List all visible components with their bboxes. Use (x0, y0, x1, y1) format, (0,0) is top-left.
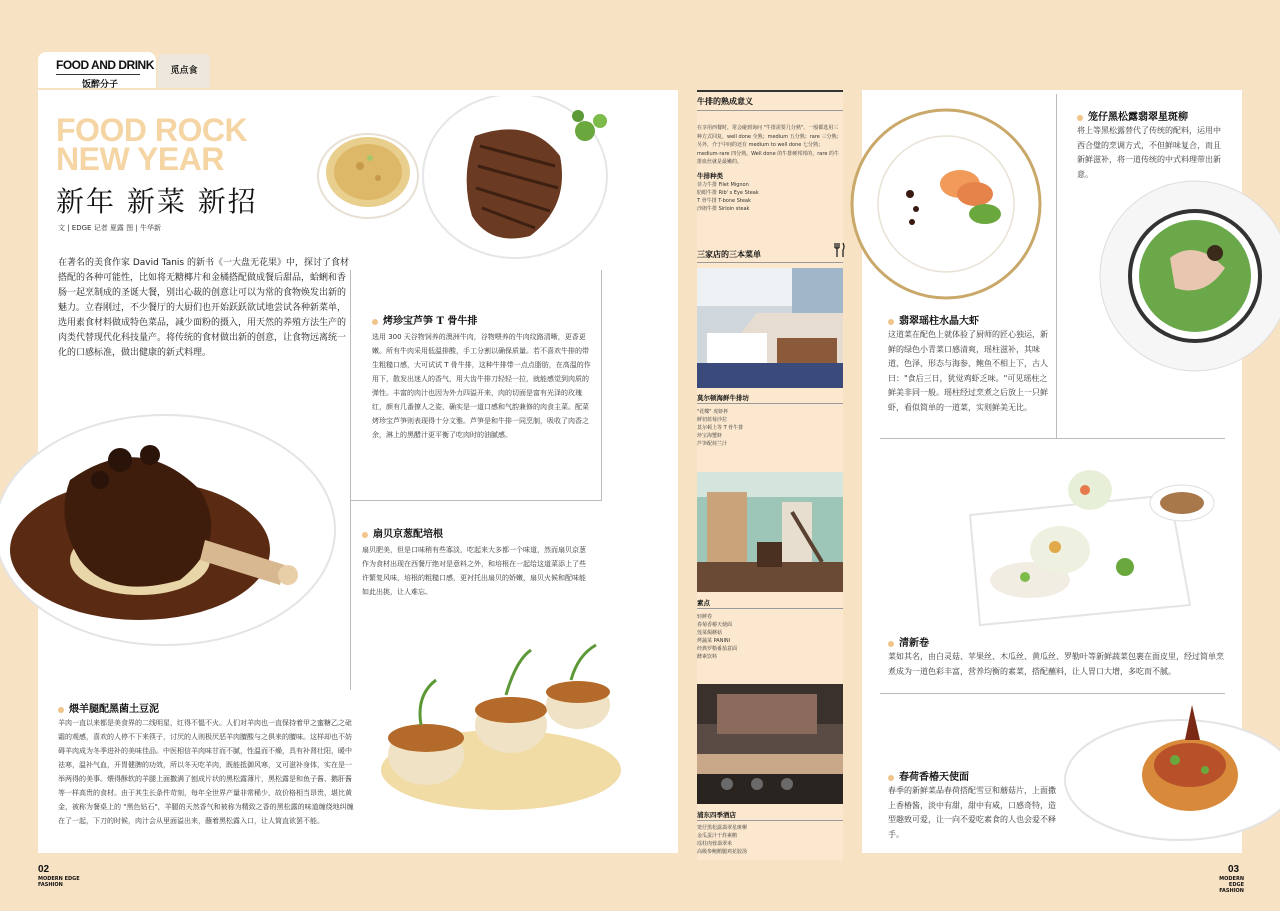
restaurant-name: 浦东四季酒店 (697, 811, 736, 819)
dish-title-fish: 笼仔黑松露翡翠星斑柳 (1077, 108, 1188, 123)
row-divider (350, 500, 602, 501)
list-item: 笼仔黑松露翡翠星斑柳 (697, 825, 748, 831)
sidebar-title: 牛排的熟成意义 (697, 97, 753, 106)
column-divider (1056, 94, 1057, 439)
angel-hair-photo (1060, 695, 1280, 845)
restaurant-photo (697, 472, 843, 592)
scallop-photo (356, 640, 646, 830)
list-item: 菲力牛排 Filet Mignon (697, 182, 749, 188)
cutlery-icon (832, 242, 846, 258)
brand-divider (56, 74, 140, 75)
list-item: 肋眼牛排 Rib' s Eye Steak (697, 190, 759, 196)
restaurant-photo (697, 684, 843, 804)
restaurant-photo (697, 268, 843, 388)
dish-text-steak: 选用 300 天谷物饲养的澳洲牛肉，谷物喂养的牛肉纹路清晰，更香更嫩。所有牛肉采用低温排酸，手工分割以确保质量。若不喜欢牛排的带生粗糙口感，大可试试 T 骨牛排，这种牛排带一点点脂肪，在高温的作用下，散发出迷人的香气，用大齿牛排刀轻轻一拉，就能感觉到肉质的弹性。丰富的肉汁也因为外力四溢开来，肉的切面是富有光泽的玫瑰红，颜有几番撩人之姿，确实是一道口感和气韵兼修的肉食主菜。配菜烤珍宝芦笋则表现得十分文雅。芦笋是和牛排一同烹制，吸收了肉香之余，淋上的黑醋汁更平衡了吃肉时的油腻感。 (372, 333, 591, 439)
sidebar-top-rule (697, 90, 843, 92)
chinese-headline: 新年 新菜 新招 (56, 185, 258, 218)
fish-soup-photo (1085, 178, 1280, 378)
restaurant-menu (697, 613, 843, 661)
dish-title-spring-roll: 清新卷 (888, 634, 929, 649)
steak-types-heading: 牛排种类 (697, 172, 723, 180)
list-item: 金瓜蛋汁干炸素鹅 (697, 833, 738, 839)
restaurant-menu (697, 408, 843, 448)
list-item: 烤蔬菜 PANINI (697, 638, 731, 644)
list-item: T 骨牛排 T-bone Steak (697, 198, 751, 204)
intro-paragraph: 在著名的美食作家 David Tanis 的新书《一大盘无花果》中，探讨了食材搭配的各种可能性，比如将无糖椰片和金橘搭配做成餐后甜品，蛤蜊和香肠一起烹制成的圣诞大餐，别出心裁的创意让可以为常的食物焕发出新的魅力。立春刚过，不少餐厅的大厨们也开始跃跃欲试地尝试各种新菜单，选用素食材料做成特色菜品，减少面粉的摄入，用天然的养殖方法生产的肉类代替现代化科技量产。将传统的食材做出新的创意，让食物远离统一化的口感标准，做出健康的新式料理。 (58, 258, 349, 358)
footer-line: MODERN EDGE (1219, 876, 1244, 888)
sidebar-body: 在享用西餐时，常会碰到询问 "牛排需要几分熟"，一般都选用三种方式回复，well done 全熟；medium 五分熟；rare 三分熟；另外，介于中间的还有 medium to well done 七分熟；medium-rare 四分熟。Well done 的牛排硬邦邦的，rare 的牛排血丝就是最嫩的。 (697, 125, 842, 165)
steak-types-list (697, 181, 843, 213)
footer-line: MODERN EDGE (38, 876, 80, 882)
english-headline (56, 112, 248, 177)
page-number-left: 02 (38, 864, 50, 875)
restaurant-name: 素点 (697, 599, 710, 607)
list-item: 莲菜焗蘑菇 (697, 630, 723, 636)
menus-heading: 三家店的三本菜单 (697, 250, 761, 259)
list-item: "花蝶" 虎虾杯 (697, 409, 729, 415)
spring-roll-photo (950, 455, 1215, 635)
row-divider (880, 693, 1225, 694)
sidebar-rule (697, 110, 843, 111)
dish-text-scallop: 扇贝肥美，但是口味稍有些寡淡，吃起来大多都一个味道，然而扇贝京葱作为食材出现在西餐厅绝对是意料之外，和培根在一起给这道菜添上了些许繁复风味，培根的粗糙口感，更衬托出扇贝的娇嫩，扇贝火候和配味能如此出挑，让人难忘。 (362, 546, 586, 596)
dish-title-angel-hair: 春荷香椿天使面 (888, 768, 969, 783)
list-item: 酵素饮料 (697, 654, 718, 660)
list-item: 瑶柱肉蓉翡翠米 (697, 841, 733, 847)
footer-line: FASHION (1219, 888, 1244, 894)
list-item: 春菊香椿天使面 (697, 622, 733, 628)
footer-line: FASHION (38, 882, 63, 888)
dish-title-shrimp: 翡翠瑶柱水晶大虾 (888, 312, 979, 327)
list-item: 鲜切蓝莓沙拉 (697, 417, 728, 423)
brand-subtitle: 饭醉分子 (82, 80, 119, 90)
byline: 文 | EDGE 记者 夏露 图 | 牛华新 (58, 224, 161, 232)
brand-title: FOOD AND DRINK (56, 58, 154, 72)
headline-line-1: FOOD ROCK (56, 112, 248, 148)
list-item: 沙朗牛排 Sirloin steak (697, 206, 750, 212)
footer-brand-left (38, 876, 80, 888)
list-item: 珍宝海蟹虾 (697, 433, 723, 439)
sidebar-rule (697, 608, 843, 609)
list-item: 高级参鲍鹅腿鸡花胶汤 (697, 849, 748, 855)
dish-title-lamb: 煨羊腿配黑菌土豆泥 (58, 700, 159, 715)
list-item: 轻鲜卷 (697, 614, 713, 620)
column-divider (350, 270, 351, 690)
dish-text-lamb: 羊肉一直以来都是美食界的二线明星，红得不愠不火。人们对羊肉也一直保持着甲之蜜糖乙之砒霜的观感，喜欢的人停不下来筷子，讨厌的人则极厌恶羊肉膻酸与之俱来的膻味。这样却也不妨碍羊肉成为冬季进补的美味佳品。中医相信羊肉味甘而不腻，性温而不燥，具有补肾壮阳，暖中祛寒，温补气血，开胃健脾的功效，所以冬天吃羊肉，既能抵御风寒，又可滋补身体，实在是一举两得的美事。煨得酥软的羊腿上面撒满了刨成片状的黑松露薄片，黑松露是和鱼子酱、鹅肝酱等一样高贵的食材。由于其生长条件苛刻，每年全世界产量非常稀少，故价格相当昂贵，堪比黄金，被称为餐桌上的 "黑色钻石"，羊腿的天然香气和被称为精致之香的黑松露的味道缠绕地纠缠在了一起，下刀的时候，肉汁会从里面溢出来，蘸着黑松露入口，让人简直欲罢不能。 (58, 719, 354, 825)
list-item: 芦笋配荷兰汁 (697, 441, 728, 447)
headline-line-2: NEW YEAR (56, 141, 224, 177)
restaurant-name: 莫尔顿海鲜牛排坊 (697, 394, 749, 402)
footer-brand-right (1208, 876, 1244, 894)
restaurant-menu (697, 824, 843, 856)
steak-photo (300, 96, 640, 286)
dish-title-scallop: 扇贝京葱配培根 (362, 525, 443, 540)
dish-text-fish: 将上等黑松露替代了传统的配料，运用中西合璧的烹调方式，不但鲜味复合，而且新鲜滋补，将一道传统的中式料理带出新意。 (1077, 126, 1221, 179)
list-item: 莫尔顿上等 T 骨牛排 (697, 425, 744, 431)
dish-text-angel-hair: 春季的新鲜菜品春荷搭配雪豆和蘑菇片，上面撒上香椿酱，淡中有甜，甜中有咸，口感奇特，造型趣致可爱，让一向不爱吃素食的人也会爱不释手。 (888, 786, 1056, 839)
sidebar-rule (697, 262, 843, 263)
dish-text-shrimp: 这道菜在配色上就体验了厨师的匠心独运，新鲜的绿色小青菜口感清爽，瑶柱滋补，其味道、色泽、形态与海参、鲍鱼不相上下，古人曰："食后三日，犹觉鸡虾乏味。"可见瑶柱之鲜美非同一般。瑶柱经过烹煮之后放上一只鲜虾，看似简单的一道菜，实则鲜美无比。 (888, 330, 1048, 412)
shrimp-photo (850, 94, 1050, 314)
sidebar-rule (697, 820, 843, 821)
section-subtab: 觅点食 (158, 54, 210, 88)
dish-text-spring-roll: 菜如其名，由白灵菇、苹果丝、木瓜丝、黄瓜丝、罗勒叶等新鲜蔬菜包裹在面皮里，经过简单烹煮成为一道色彩丰富，营养均衡的素菜，搭配蘸料，让人胃口大增，多吃而不腻。 (888, 652, 1224, 676)
lamb-shank-photo (0, 410, 340, 650)
page-number-right: 03 (1228, 864, 1240, 875)
list-item: 经典罗勒番茄意面 (697, 646, 738, 652)
dish-title-steak: 烤珍宝芦笋 T 骨牛排 (372, 312, 477, 327)
column-divider (601, 270, 602, 500)
row-divider (880, 438, 1225, 439)
sidebar-rule (697, 403, 843, 404)
